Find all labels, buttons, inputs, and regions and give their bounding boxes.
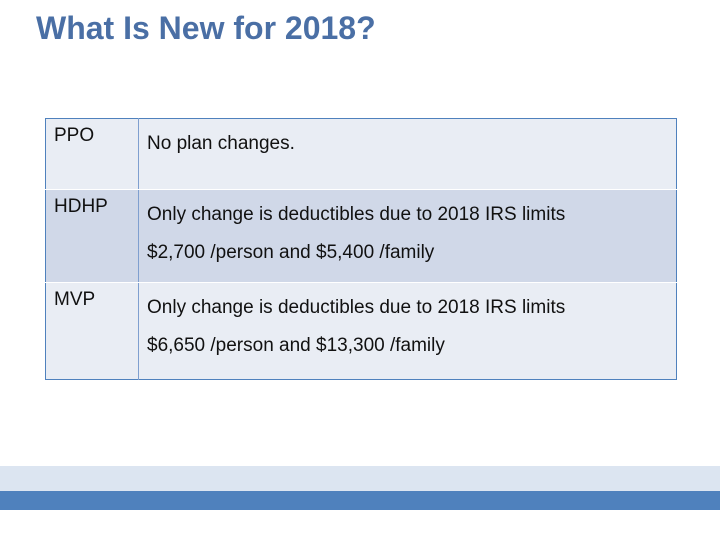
plan-deductible-line: $2,700 /person and $5,400 /family [147, 242, 435, 263]
plan-name-cell: MVP [46, 283, 139, 380]
plan-description-line: Only change is deductibles due to 2018 IRS limits [147, 297, 566, 318]
plan-description-cell [139, 283, 677, 380]
slide-title: What Is New for 2018? [36, 10, 376, 46]
footer-band-light [0, 466, 720, 491]
table-row-hdhp [46, 190, 677, 283]
plan-description-line: No plan changes. [147, 133, 295, 154]
footer-band-dark [0, 491, 720, 510]
table-row-ppo [46, 119, 677, 190]
plan-description-line: Only change is deductibles due to 2018 IRS limits [147, 204, 566, 225]
plan-deductible-line: $6,650 /person and $13,300 /family [147, 335, 445, 356]
plan-name-cell: HDHP [46, 190, 139, 283]
plan-name-cell: PPO [46, 119, 139, 190]
table-row-mvp [46, 283, 677, 380]
plan-description-cell [139, 119, 677, 190]
plan-description-cell [139, 190, 677, 283]
plan-changes-table [45, 118, 677, 380]
